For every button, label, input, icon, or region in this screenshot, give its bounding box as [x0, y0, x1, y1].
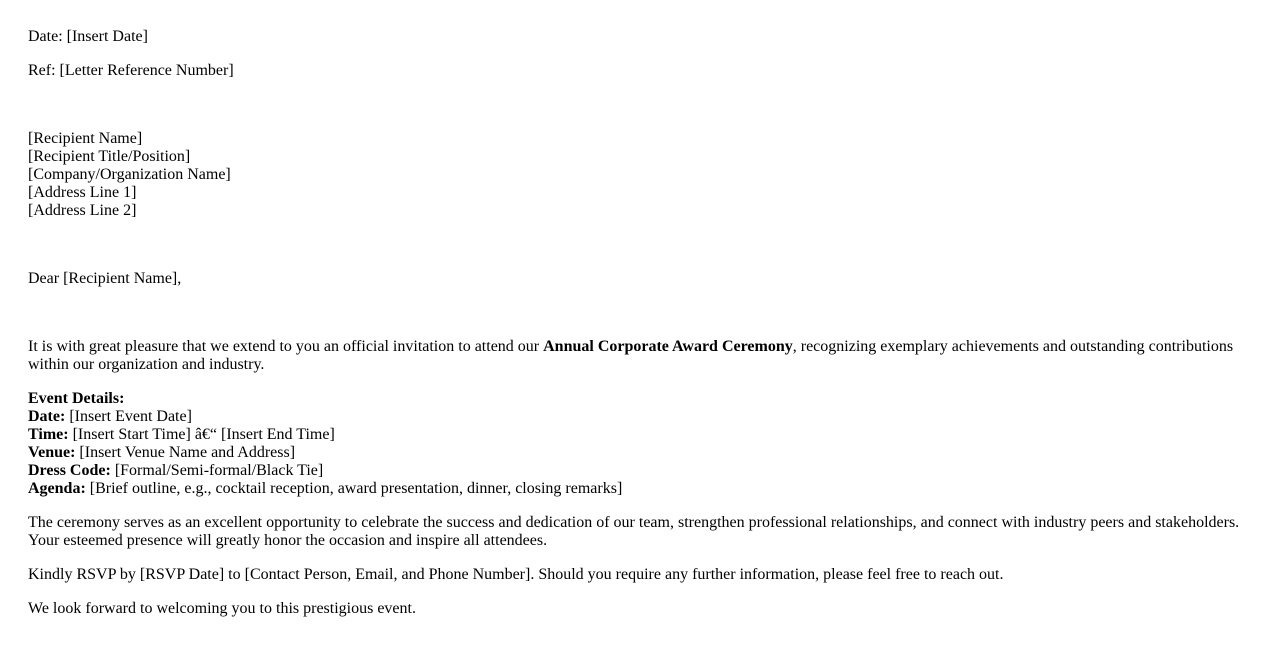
- intro-text-end: , recognizing exemplary achievements and outstanding contributions within our organization and industry.: [28, 338, 1234, 373]
- reference-line: Ref: [Letter Reference Number]: [28, 62, 234, 79]
- date-line: Date: [Insert Date]: [28, 28, 148, 45]
- event-agenda-value: [Brief outline, e.g., cocktail reception, award presentation, dinner, closing remarks]: [85, 480, 623, 497]
- recipient-name: [Recipient Name]: [28, 130, 143, 147]
- recipient-address-line-2: [Address Line 2]: [28, 202, 137, 219]
- intro-text-start: It is with great pleasure that we extend to you an official invitation to attend our: [28, 338, 544, 355]
- salutation: Dear [Recipient Name],: [28, 270, 182, 287]
- event-date-value: [Insert Event Date]: [65, 408, 192, 425]
- event-name: Annual Corporate Award Ceremony: [543, 338, 793, 355]
- event-venue-row: [28, 444, 1250, 462]
- recipient-title: [Recipient Title/Position]: [28, 148, 191, 165]
- event-venue-label: Venue:: [28, 444, 76, 461]
- recipient-company: [Company/Organization Name]: [28, 166, 231, 183]
- event-dress-code-value: [Formal/Semi-formal/Black Tie]: [110, 462, 324, 479]
- event-dress-code-row: [28, 462, 1250, 480]
- event-date-row: [28, 408, 1250, 426]
- event-venue-value: [Insert Venue Name and Address]: [75, 444, 296, 461]
- event-time-label: Time:: [28, 426, 69, 443]
- event-agenda-label: Agenda:: [28, 480, 86, 497]
- closing-paragraph: We look forward to welcoming you to this prestigious event.: [28, 600, 416, 617]
- intro-paragraph: [28, 338, 1250, 374]
- recipient-address-block: [28, 130, 1250, 220]
- event-time-row: [28, 426, 1250, 444]
- event-details-heading: [28, 390, 1250, 408]
- event-agenda-row: [28, 480, 1250, 498]
- rsvp-paragraph: Kindly RSVP by [RSVP Date] to [Contact Person, Email, and Phone Number]. Should you require any further information, please feel free to reach out.: [28, 566, 1004, 583]
- event-details-block: [28, 390, 1250, 498]
- recipient-address-line-1: [Address Line 1]: [28, 184, 137, 201]
- event-date-label: Date:: [28, 408, 66, 425]
- event-details-heading-text: Event Details:: [28, 390, 125, 407]
- ceremony-paragraph: The ceremony serves as an excellent opportunity to celebrate the success and dedication of our team, strengthen professional relationships, and connect with industry peers and stakeholders. Your esteemed presence will greatly honor the occasion and inspire all attendees.: [28, 514, 1240, 549]
- event-dress-code-label: Dress Code:: [28, 462, 111, 479]
- event-time-value: [Insert Start Time] â€“ [Insert End Time]: [68, 426, 335, 443]
